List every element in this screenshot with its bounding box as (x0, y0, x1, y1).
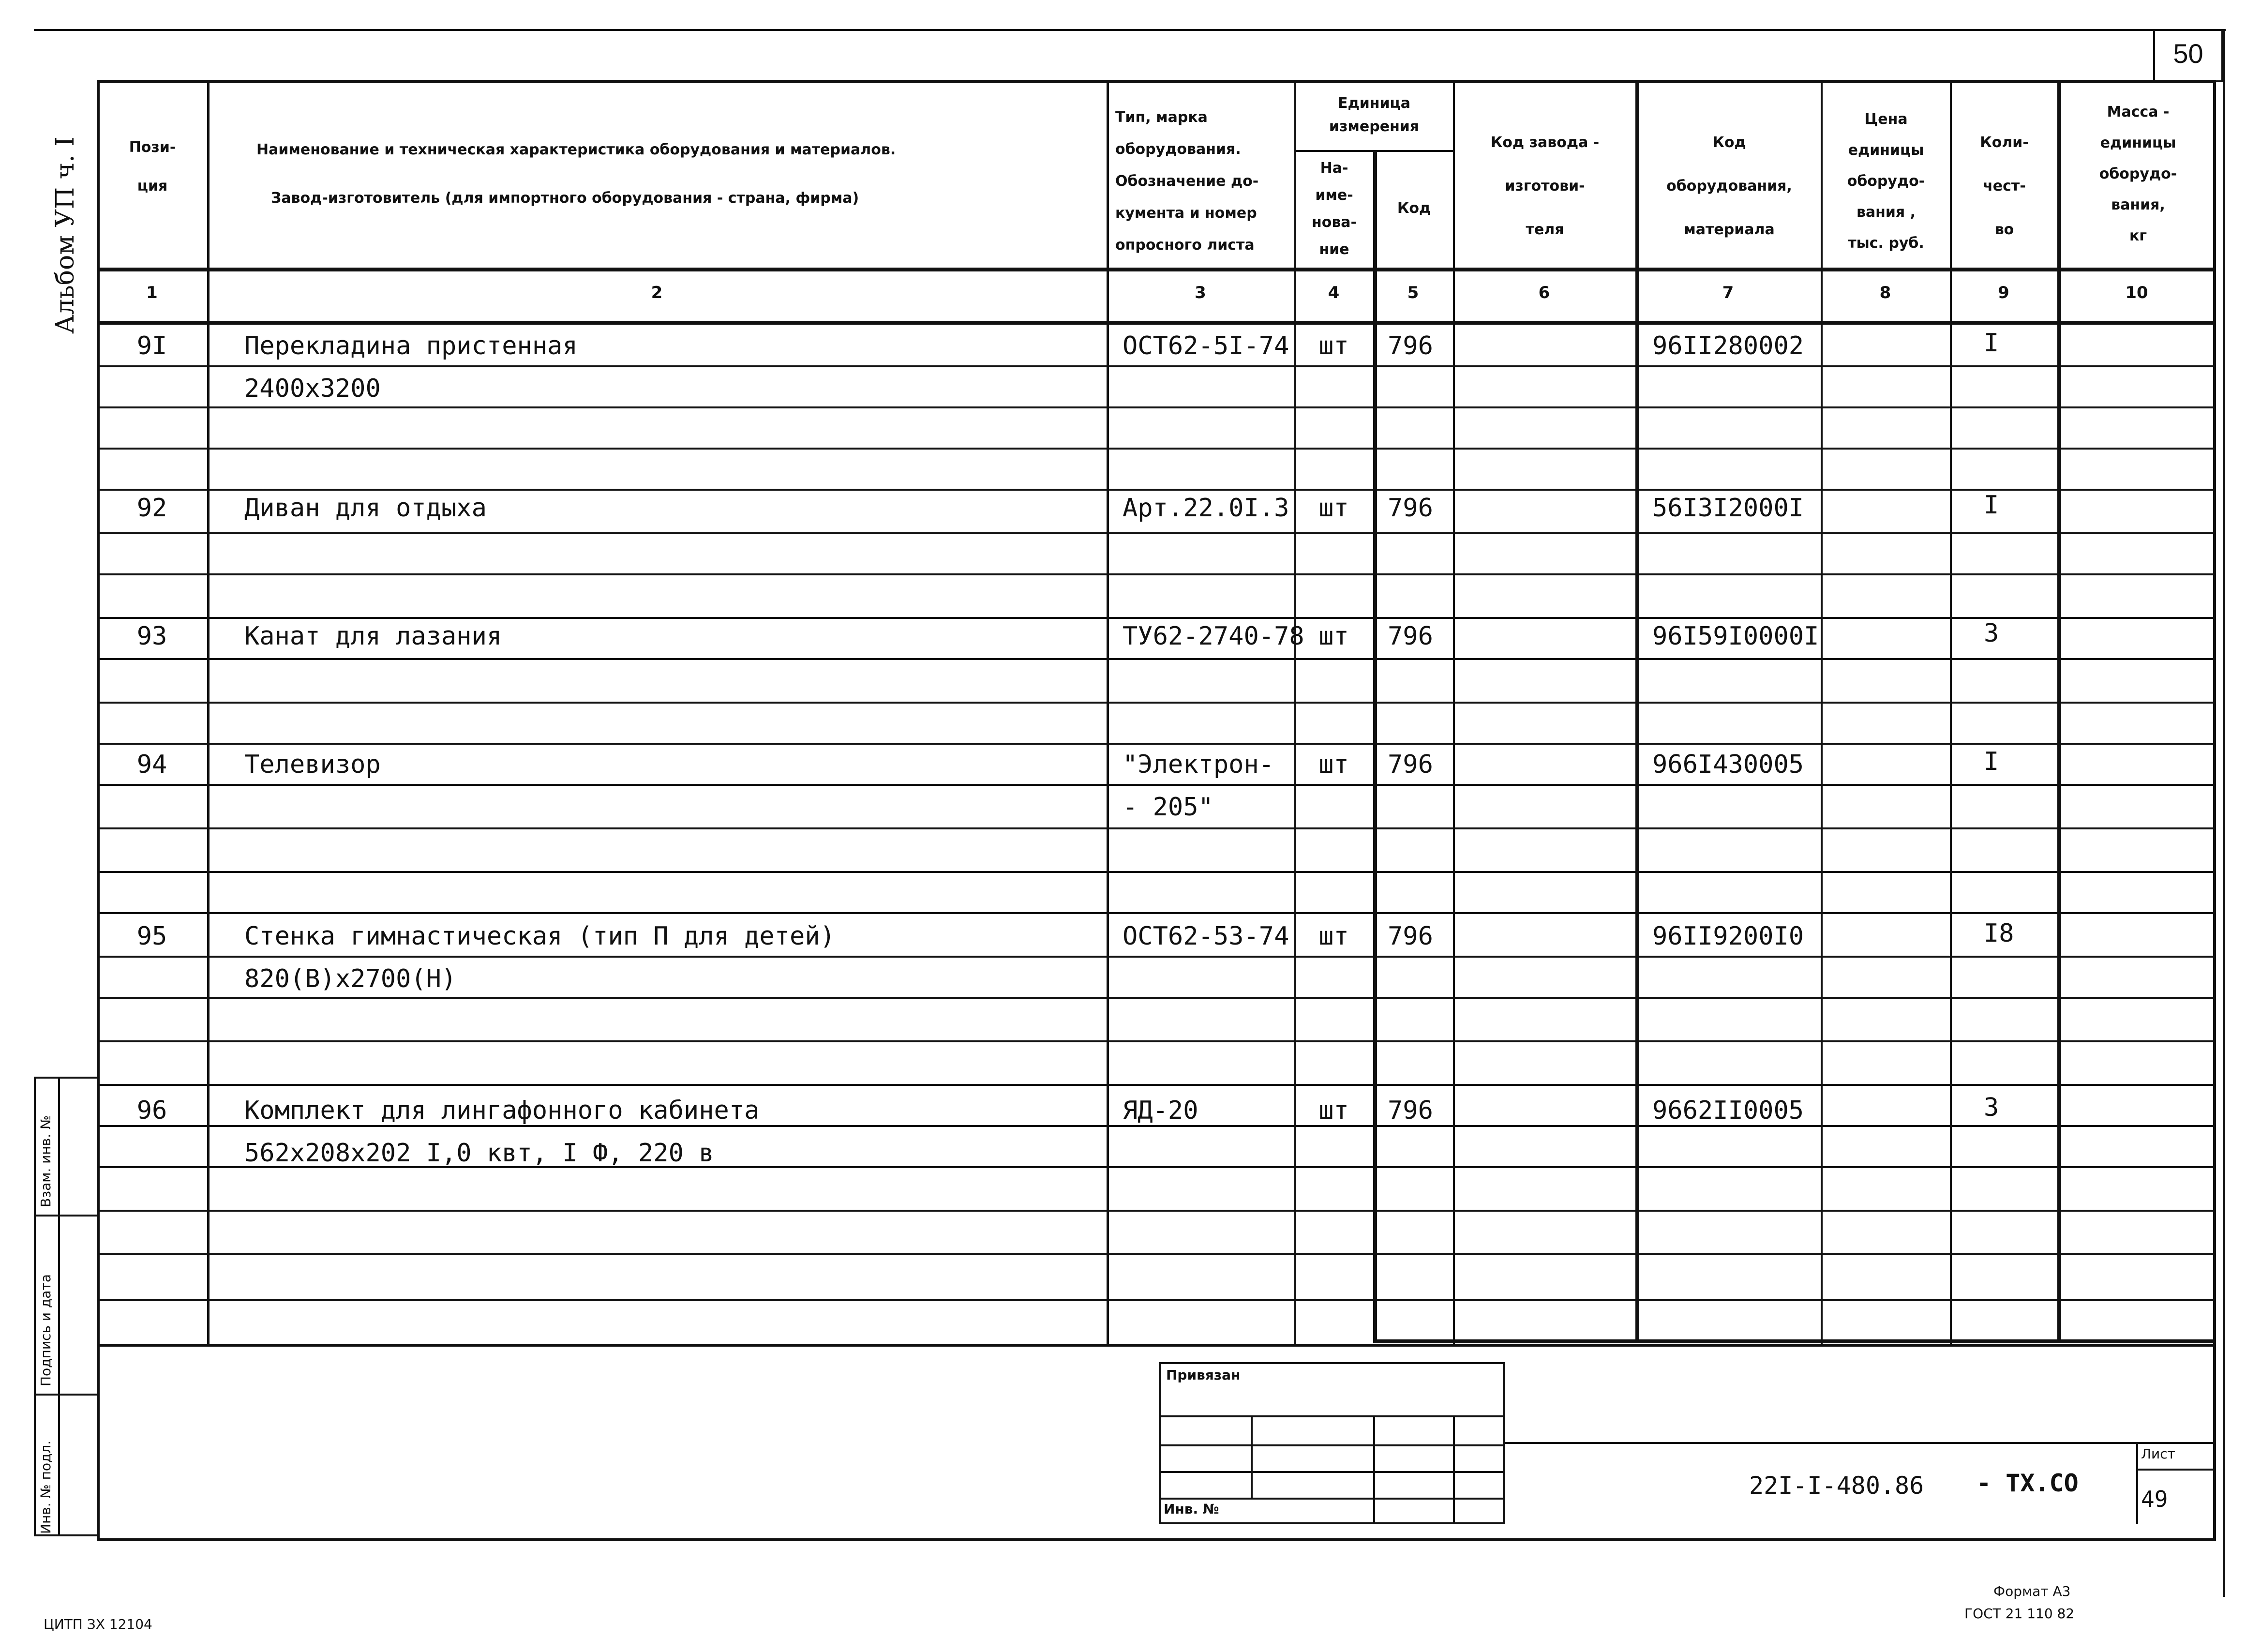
column-number-2: 2 (651, 283, 663, 302)
row-line (97, 827, 2216, 829)
column-number-9: 9 (1998, 283, 2009, 302)
row-type: - 205" (1123, 793, 1213, 822)
row-position: 94 (136, 750, 167, 779)
row-line (97, 1299, 2216, 1301)
row-name: 820(В)х2700(Н) (244, 964, 457, 993)
row-line (97, 1210, 2216, 1212)
header-bottom (97, 268, 2216, 271)
row-line (97, 573, 2216, 575)
column-number-8: 8 (1879, 283, 1891, 302)
row-quantity: I (1984, 329, 1999, 358)
sheet-number: 50 (2173, 38, 2203, 69)
row-unit-code: 796 (1388, 622, 1433, 651)
row-name: Диван для отдыха (244, 494, 487, 523)
list-number: 49 (2141, 1486, 2168, 1512)
hdr-col9: Коли- чест- во (1980, 134, 2029, 238)
hdr-col3: Тип, марка оборудования. Обозначение до- кумента и номер опросного листа (1115, 109, 1259, 254)
row-name: Комплект для лингафонного кабинета (244, 1096, 760, 1125)
row-line (97, 1125, 2216, 1127)
col-line-4 (1373, 150, 1377, 1341)
row-unit-code: 796 (1388, 331, 1433, 360)
privyazan-v3 (1453, 1415, 1455, 1524)
row-position: 93 (136, 622, 167, 651)
row-line (97, 956, 2216, 958)
hdr-col8: Цена единицы оборудо- вания , тыс. руб. (1847, 111, 1925, 252)
privyazan-v2 (1373, 1415, 1375, 1524)
row-line (97, 702, 2216, 704)
hdr-col4: На- име- нова- ние (1311, 160, 1357, 258)
list-label: Лист (2141, 1446, 2175, 1462)
inv-no-label: Инв. № (1164, 1501, 1219, 1517)
row-unit: шт (1318, 1096, 1349, 1125)
table-bottom (1373, 1339, 2216, 1343)
hdr-col2: Наименование и техническая характеристика оборудования и материалов. Завод-изготовитель (для импортного оборудования - страна, фирма) (256, 141, 896, 207)
row-unit: шт (1318, 622, 1349, 651)
row-line (97, 532, 2216, 534)
row-position: 9I (136, 331, 167, 360)
row-name: 562х208х202 I,0 квт, I Ф, 220 в (244, 1139, 714, 1168)
row-quantity: 3 (1984, 619, 1999, 648)
row-equip-code: 56I3I2000I (1652, 494, 1804, 523)
row-line (97, 489, 2216, 491)
privyazan-v1 (1251, 1415, 1253, 1498)
row-position: 95 (136, 922, 167, 951)
row-line (97, 784, 2216, 786)
row-position: 96 (136, 1096, 167, 1125)
row-name: Канат для лазания (244, 622, 502, 651)
row-name: Перекладина пристенная (244, 331, 578, 360)
list-box-left (2136, 1442, 2138, 1524)
row-unit-code: 796 (1388, 1096, 1433, 1125)
row-equip-code: 96I59I0000I (1652, 622, 1819, 651)
row-type: Арт.22.0I.3 (1123, 494, 1289, 523)
title-block-top (1505, 1442, 2216, 1444)
column-number-10: 10 (2125, 283, 2148, 302)
hdr-col5: Код (1397, 200, 1431, 217)
row-line (97, 1253, 2216, 1255)
column-number-7: 7 (1722, 283, 1734, 302)
row-line (97, 871, 2216, 873)
row-equip-code: 9662II0005 (1652, 1096, 1804, 1125)
row-line (97, 912, 2216, 914)
colnum-bottom (97, 321, 2216, 325)
hdr-col10: Масса - единицы оборудо- вания, кг (2099, 104, 2177, 244)
row-quantity: I8 (1984, 919, 2014, 948)
row-name: Стенка гимнастическая (тип П для детей) (244, 922, 835, 951)
row-line (97, 1040, 2216, 1042)
footer-format: Формат А3 (1993, 1583, 2071, 1599)
footer-left: ЦИТП ЗХ 12104 (44, 1616, 152, 1632)
row-position: 92 (136, 494, 167, 523)
column-number-5: 5 (1407, 283, 1419, 302)
row-unit-code: 796 (1388, 922, 1433, 951)
row-line (97, 365, 2216, 367)
row-unit: шт (1318, 750, 1349, 779)
list-box-split (2136, 1469, 2216, 1471)
side-stamp-sep2 (34, 1394, 99, 1396)
side-stamp-divider (58, 1077, 60, 1536)
row-quantity: I (1984, 491, 1999, 520)
unit-header-split (1294, 150, 1453, 152)
hdr-col6: Код завода - изготови- теля (1490, 134, 1600, 238)
row-type: ТУ62-2740-78 (1123, 622, 1304, 651)
right-outer-border (2223, 29, 2225, 1597)
footer-gost: ГОСТ 21 110 82 (1964, 1606, 2075, 1622)
row-type: ОСТ62-53-74 (1123, 922, 1289, 951)
row-type: "Электрон- (1123, 750, 1274, 779)
row-line (97, 1084, 2216, 1086)
table-end (97, 1344, 2216, 1347)
row-line (97, 997, 2216, 999)
row-type: ЯД-20 (1123, 1096, 1198, 1125)
top-border (34, 29, 2226, 31)
side-stamp-sep1 (34, 1215, 99, 1216)
row-equip-code: 966I430005 (1652, 750, 1804, 779)
hdr-col1: Пози- ция (129, 139, 176, 195)
column-number-1: 1 (146, 283, 158, 302)
column-number-4: 4 (1328, 283, 1340, 302)
row-unit: шт (1318, 922, 1349, 951)
row-type: ОСТ62-5I-74 (1123, 331, 1289, 360)
row-name: Телевизор (244, 750, 381, 779)
row-equip-code: 96II9200I0 (1652, 922, 1804, 951)
row-unit: шт (1318, 494, 1349, 523)
row-line (97, 658, 2216, 660)
doc-suffix: - ТХ.СО (1976, 1469, 2079, 1497)
doc-code: 22I-I-480.86 (1749, 1472, 1924, 1500)
column-number-3: 3 (1195, 283, 1206, 302)
side-album-label: Альбом УП ч. I (51, 136, 80, 334)
row-unit: шт (1318, 331, 1349, 360)
row-unit-code: 796 (1388, 494, 1433, 523)
row-line (97, 448, 2216, 450)
row-name: 2400х3200 (244, 374, 381, 403)
row-quantity: 3 (1984, 1093, 1999, 1122)
hdr-col7: Код оборудования, материала (1666, 134, 1792, 238)
row-equip-code: 96II280002 (1652, 331, 1804, 360)
hdr-unit: Единица измерения (1329, 95, 1420, 135)
side-stamp-podpis: Подпись и дата (38, 1274, 54, 1386)
row-line (97, 406, 2216, 408)
privyazan-label: Привязан (1166, 1367, 1241, 1383)
side-stamp-inv-podl: Инв. № подл. (38, 1440, 54, 1534)
row-quantity: I (1984, 747, 1999, 776)
side-stamp-vzam: Взам. инв. № (38, 1115, 54, 1207)
row-line (97, 617, 2216, 619)
column-number-6: 6 (1538, 283, 1550, 302)
row-line (97, 743, 2216, 745)
row-unit-code: 796 (1388, 750, 1433, 779)
